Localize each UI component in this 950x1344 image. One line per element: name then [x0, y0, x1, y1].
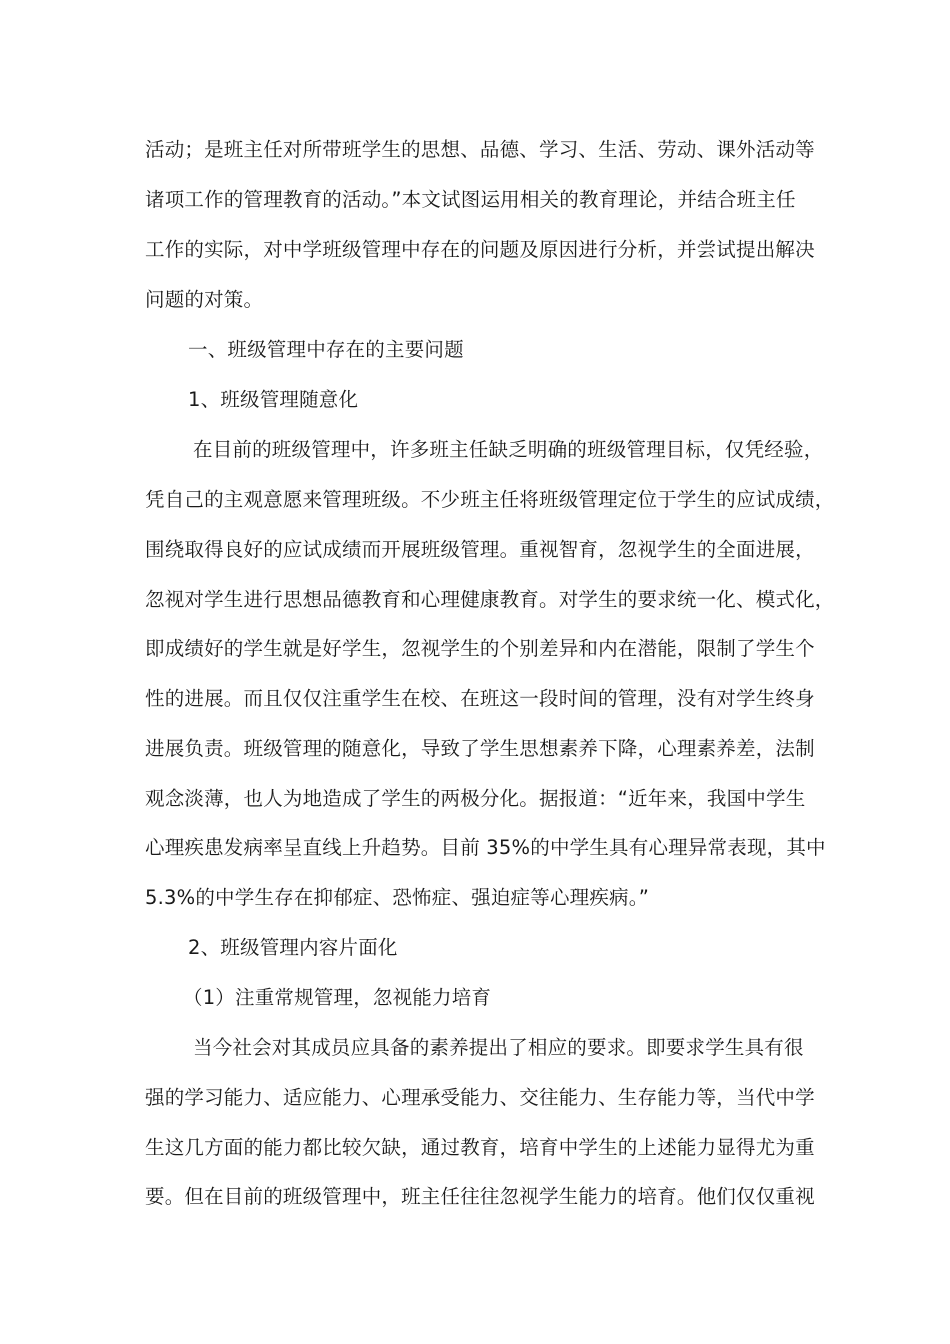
subsection-heading: 1、班级管理随意化 [188, 388, 359, 411]
paragraph-line: 在目前的班级管理中，许多班主任缺乏明确的班级管理目标，仅凭经验， [193, 438, 824, 461]
section-heading: 一、班级管理中存在的主要问题 [188, 338, 464, 361]
paragraph-line: 强的学习能力、适应能力、心理承受能力、交往能力、生存能力等，当代中学 [145, 1086, 815, 1109]
paragraph-line: 观念淡薄，也人为地造成了学生的两极分化。据报道：“近年来，我国中学生 [145, 787, 806, 810]
paragraph-line: 要。但在目前的班级管理中，班主任往往忽视学生能力的培育。他们仅仅重视 [145, 1185, 815, 1208]
paragraph-line: 工作的实际，对中学班级管理中存在的问题及原因进行分析，并尝试提出解决 [145, 238, 815, 261]
paragraph-line: 围绕取得良好的应试成绩而开展班级管理。重视智育，忽视学生的全面进展， [145, 538, 815, 561]
paragraph-line: 诸项工作的管理教育的活动。”本文试图运用相关的教育理论，并结合班主任 [145, 188, 796, 211]
paragraph-line: 心理疾患发病率呈直线上升趋势。目前 35%的中学生具有心理异常表现，其中 [145, 836, 826, 859]
paragraph-line: 忽视对学生进行思想品德教育和心理健康教育。对学生的要求统一化、模式化， [145, 588, 835, 611]
paragraph-line: 凭自己的主观意愿来管理班级。不少班主任将班级管理定位于学生的应试成绩， [145, 488, 835, 511]
paragraph-line: 生这几方面的能力都比较欠缺，通过教育，培育中学生的上述能力显得尤为重 [145, 1136, 815, 1159]
subsection-heading: （1）注重常规管理，忽视能力培育 [183, 986, 492, 1009]
paragraph-line: 进展负责。班级管理的随意化，导致了学生思想素养下降，心理素养差，法制 [145, 737, 815, 760]
subsection-heading: 2、班级管理内容片面化 [188, 936, 398, 959]
paragraph-line: 问题的对策。 [145, 288, 264, 311]
paragraph-line: 活动；是班主任对所带班学生的思想、品德、学习、生活、劳动、课外活动等 [145, 138, 815, 161]
paragraph-line: 当今社会对其成员应具备的素养提出了相应的要求。即要求学生具有很 [193, 1036, 804, 1059]
paragraph-line: 性的进展。而且仅仅注重学生在校、在班这一段时间的管理，没有对学生终身 [145, 687, 815, 710]
paragraph-line: 即成绩好的学生就是好学生，忽视学生的个别差异和内在潜能，限制了学生个 [145, 637, 815, 660]
paragraph-line: 5.3%的中学生存在抑郁症、恐怖症、强迫症等心理疾病。” [145, 886, 649, 909]
